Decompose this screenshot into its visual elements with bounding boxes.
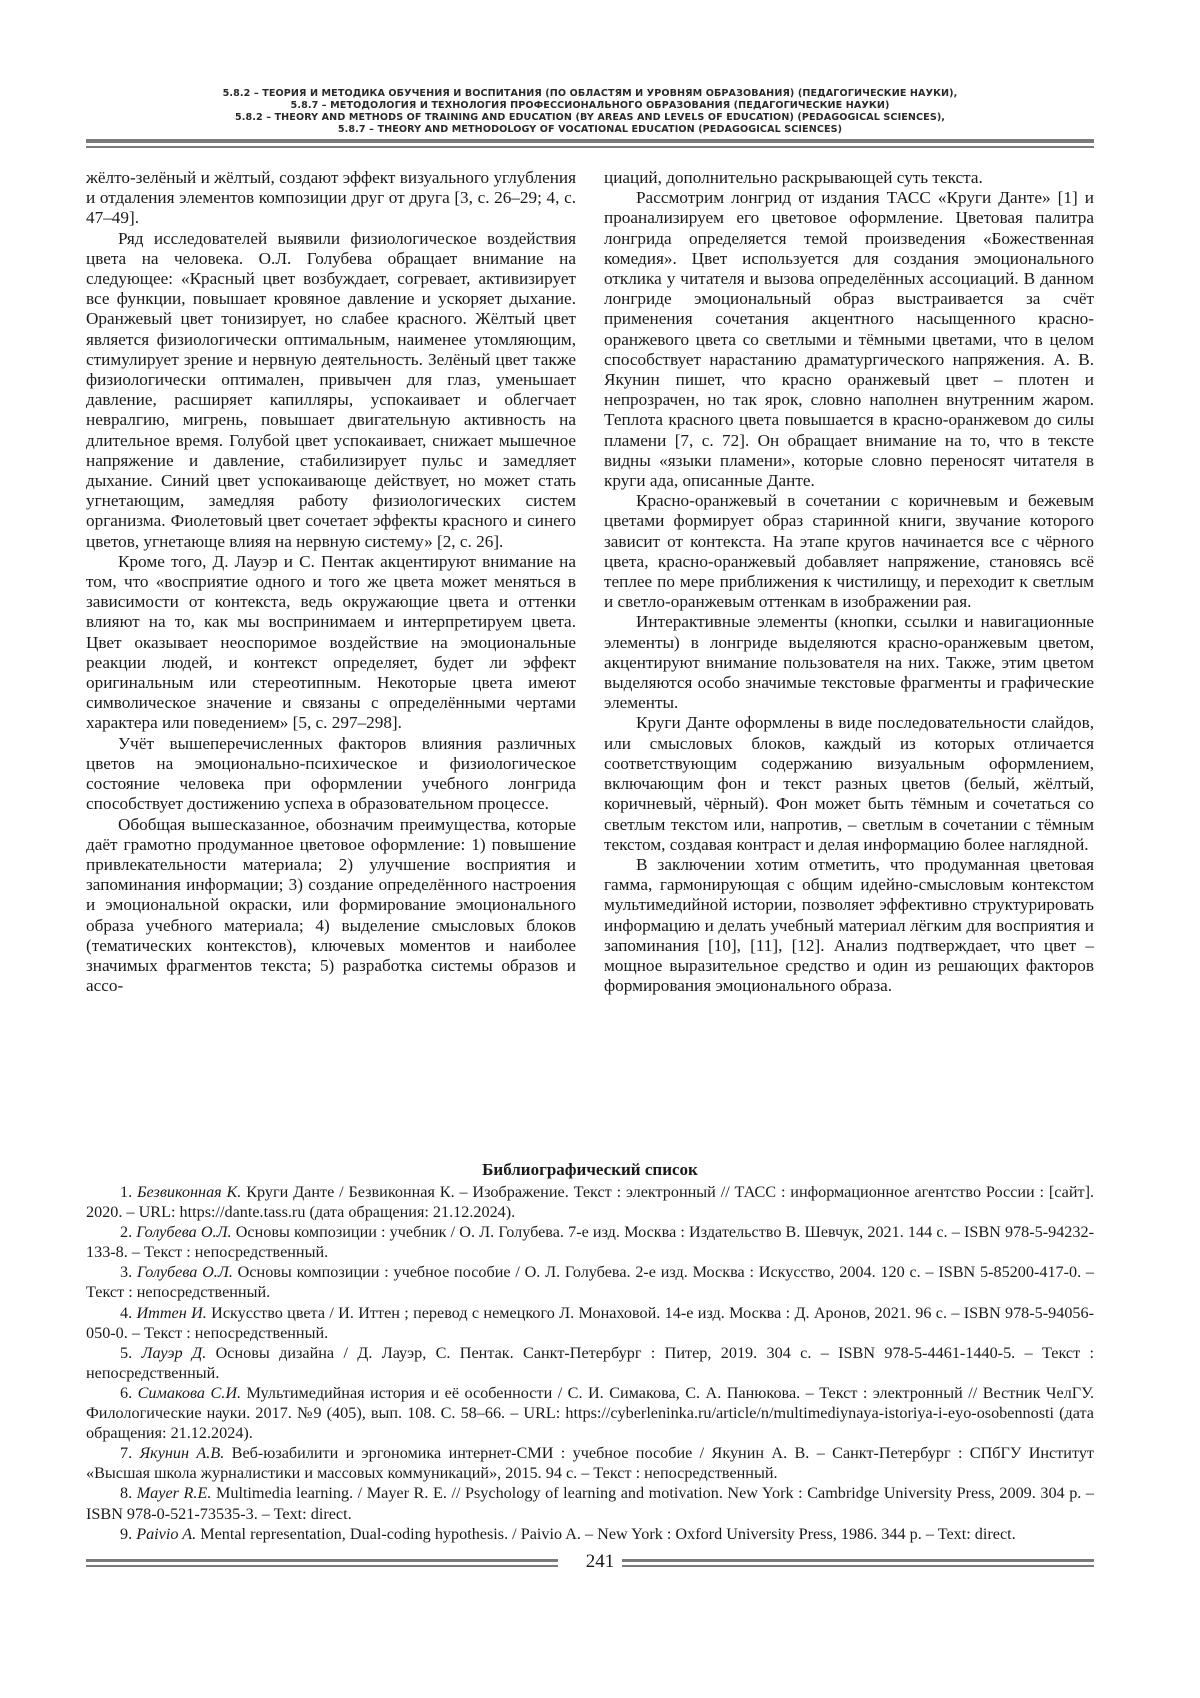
reference-item: 8. Mayer R.E. Multimedia learning. / Mayer R. E. // Psychology of learning and motivation. New York : Cambridge University Press, 2009. 304 p. – ISBN 978-0-521-73535-3. – Text: direct.: [86, 1484, 1095, 1523]
header-line-3: 5.8.2 – THEORY AND METHODS OF TRAINING AND EDUCATION (BY AREAS AND LEVELS OF EDUCATION) (PEDAGOGICAL SCIENCES),: [234, 112, 946, 123]
reference-item: 3. Голубева О.Л. Основы композиции : учебное пособие / О. Л. Голубева. 2-е изд. Москва : Искусство, 2004. 120 с. – ISBN 5-85200-417-0. – Текст : непосредственный.: [86, 1263, 1095, 1302]
paragraph: циаций, дополнительно раскрывающей суть текста.: [604, 168, 983, 187]
running-header: [86, 88, 1094, 136]
references-title: Библиографический список: [482, 1160, 698, 1179]
reference-item: 2. Голубева О.Л. Основы композиции : учебник / О. Л. Голубева. 7-е изд. Москва : Издательство В. Шевчук, 2021. 144 с. – ISBN 978-5-94232-133-8. – Текст : непосредственный.: [86, 1223, 1094, 1262]
reference-item: 5. Лауэр Д. Основы дизайна / Д. Лауэр, С. Пентак. Санкт-Петербург : Питер, 2019. 304 с. – ISBN 978-5-4461-1440-5. – Текст : непосредственный.: [86, 1343, 1095, 1382]
paragraph: Интерактивные элементы (кнопки, ссылки и навигационные элементы) в лонгриде выделяются красно-оранжевым цветом, акцентируют внимание пользователя на них. Также, этим цветом выделяются особо значимые текстовые фрагменты и графические элементы.: [604, 612, 1094, 713]
paragraph: жёлто-зелёный и жёлтый, создают эффект визуального углубления и отдаления элементов композиции друг от друга [3, с. 26–29; 4, с. 47–49].: [86, 168, 576, 228]
header-line-4: 5.8.7 – THEORY AND METHODOLOGY OF VOCATIONAL EDUCATION (PEDAGOGICAL SCIENCES): [337, 124, 843, 135]
reference-item: 6. Симакова С.И. Мультимедийная история и её особенности / С. И. Симакова, С. А. Панюкова. – Текст : электронный // Вестник ЧелГУ. Филологические науки. 2017. №9 (405), вып. 108. С. 58–66. – URL: https://cyberleninka.ru/article/n/multimediynaya-istoriya-i-eyo-osobennosti (дата обращения: 21.12.2024).: [86, 1383, 1095, 1443]
reference-item: 7. Якунин А.В. Веб-юзабилити и эргономика интернет-СМИ : учебное пособие / Якунин А. В. – Санкт-Петербург : СПбГУ Институт «Высшая школа журналистики и массовых коммуникаций», 2015. 94 с. – Текст : непосредственный.: [86, 1444, 1095, 1483]
left-column: [86, 168, 576, 996]
paragraph: Обобщая вышесказанное, обозначим преимущества, которые даёт грамотно продуманное цветовое оформление: 1) повышение привлекательности материала; 2) улучшение восприятия и запоминания информации; 3) создание определённого настроения и эмоциональной окраски, или формирование эмоционального образа учебного материала; 4) выделение смысловых блоков (тематических контекстов), ключевых моментов и наиболее значимых фрагментов текста; 5) разработка системы образов и ассо-: [86, 814, 576, 996]
header-rule-thin: [86, 146, 1094, 148]
header-line-1: 5.8.2 – ТЕОРИЯ И МЕТОДИКА ОБУЧЕНИЯ И ВОСПИТАНИЯ (ПО ОБЛАСТЯМ И УРОВНЯМ ОБРАЗОВАНИЯ) (ПЕДАГОГИЧЕСКИЕ НАУКИ),: [222, 88, 958, 99]
reference-item: 1. Безвиконная К. Круги Данте / Безвиконная К. – Изображение. Текст : электронный // ТАСС : информационное агентство России : [сайт]. 2020. – URL: https://dante.tass.ru (дата обращения: 21.12.2024).: [86, 1183, 1095, 1222]
header-rule-thick: [86, 139, 1094, 143]
paragraph: Учёт вышеперечисленных факторов влияния различных цветов на эмоционально-психическое и физиологическое состояние человека при оформлении учебного лонгрида способствует достижению успеха в образовательном процессе.: [86, 733, 576, 814]
reference-item: 9. Paivio A. Mental representation, Dual-coding hypothesis. / Paivio A. – New York : Oxford University Press, 1986. 344 p. – Text: direct.: [120, 1524, 1016, 1543]
references-list: [86, 1182, 1094, 1544]
right-column: [604, 168, 1094, 996]
reference-item: 4. Иттен И. Искусство цвета / И. Иттен ; перевод с немецкого Л. Монаховой. 14-е изд. Москва : Д. Аронов, 2021. 96 с. – ISBN 978-5-94056-050-0. – Текст : непосредственный.: [86, 1303, 1094, 1342]
paragraph: Рассмотрим лонгрид от издания ТАСС «Круги Данте» [1] и проанализируем его цветовое оформление. Цветовая палитра лонгрида определяется темой произведения «Божественная комедия». Цвет используется для создания эмоционального отклика у читателя и вызова определённых ассоциаций. В данном лонгриде эмоциональный образ выстраивается за счёт применения сочетания акцентного насыщенного красно-оранжевого цвета со светлыми и тёмными цветами, что в целом способствует нарастанию драматургического напряжения. А. В. Якунин пишет, что красно оранжевый цвет – плотен и непрозрачен, но так ярок, словно наполнен внутренним жаром. Теплота красного цвета повышается в красно-оранжевом до силы пламени [7, с. 72]. Он обращает внимание на то, что в тексте видны «языки пламени», которые словно переносят читателя в круги ада, описанные Данте.: [604, 188, 1094, 491]
paragraph: Ряд исследователей выявили физиологическое воздействия цвета на человека. О.Л. Голубева обращает внимание на следующее: «Красный цвет возбуждает, согревает, активизирует все функции, повышает кровяное давление и ускоряет дыхание. Оранжевый цвет тонизирует, но слабее красного. Жёлтый цвет является физиологически оптимальным, наименее утомляющим, стимулирует зрение и нервную деятельность. Зелёный цвет также физиологически оптимален, привычен для глаз, уменьшает давление, расширяет капилляры, успокаивает и облегчает невралгию, мигрень, повышает двигательную активность на длительное время. Голубой цвет успокаивает, снижает мышечное напряжение и давление, стабилизирует пульс и замедляет дыхание. Синий цвет успокаивающе действует, но может стать угнетающим, замедляя работу физиологических систем организма. Фиолетовый цвет сочетает эффекты красного и синего цветов, угнетающе влияя на нервную систему» [2, с. 26].: [86, 228, 576, 551]
paragraph: Красно-оранжевый в сочетании с коричневым и бежевым цветами формирует образ старинной книги, звучание которого зависит от контекста. На этапе кругов начинается все с чёрного цвета, красно-оранжевый добавляет напряжение, становясь всё теплее по мере приближения к чистилищу, и переходит к светлым и светло-оранжевым оттенкам в изображении рая.: [604, 491, 1094, 612]
header-line-2: 5.8.7 – МЕТОДОЛОГИЯ И ТЕХНОЛОГИЯ ПРОФЕССИОНАЛЬНОГО ОБРАЗОВАНИЯ (ПЕДАГОГИЧЕСКИЕ НАУКИ): [290, 100, 890, 111]
paragraph: Кроме того, Д. Лауэр и С. Пентак акцентируют внимание на том, что «восприятие одного и того же цвета может меняться в зависимости от контекста, ведь окружающие цвета и оттенки влияют на то, как мы воспринимаем и интерпретируем цвета. Цвет оказывает неоспоримое воздействие на эмоциональные реакции людей, и контекст определяет, будет ли эффект оригинальным или стереотипным. Некоторые цвета имеют символическое значение и связаны с определёнными чертами характера или поведением» [5, с. 297–298].: [86, 551, 576, 733]
paragraph: В заключении хотим отметить, что продуманная цветовая гамма, гармонирующая с общим идейно-смысловым контекстом мультимедийной истории, позволяет эффективно структурировать информацию и делать учебный материал лёгким для восприятия и запоминания [10], [11], [12]. Анализ подтверждает, что цвет – мощное выразительное средство и один из решающих факторов формирования эмоционального образа.: [604, 854, 1094, 996]
paragraph: Круги Данте оформлены в виде последовательности слайдов, или смысловых блоков, каждый из которых отличается соответствующим содержанию визуальным оформлением, включающим фон и текст разных цветов (белый, жёлтый, коричневый, чёрный). Фон может быть тёмным и сочетаться со светлым текстом или, напротив, – светлым в сочетании с тёмным текстом, создавая контраст и делая информацию более наглядной.: [604, 713, 1094, 854]
page-number: 241: [585, 1551, 615, 1572]
